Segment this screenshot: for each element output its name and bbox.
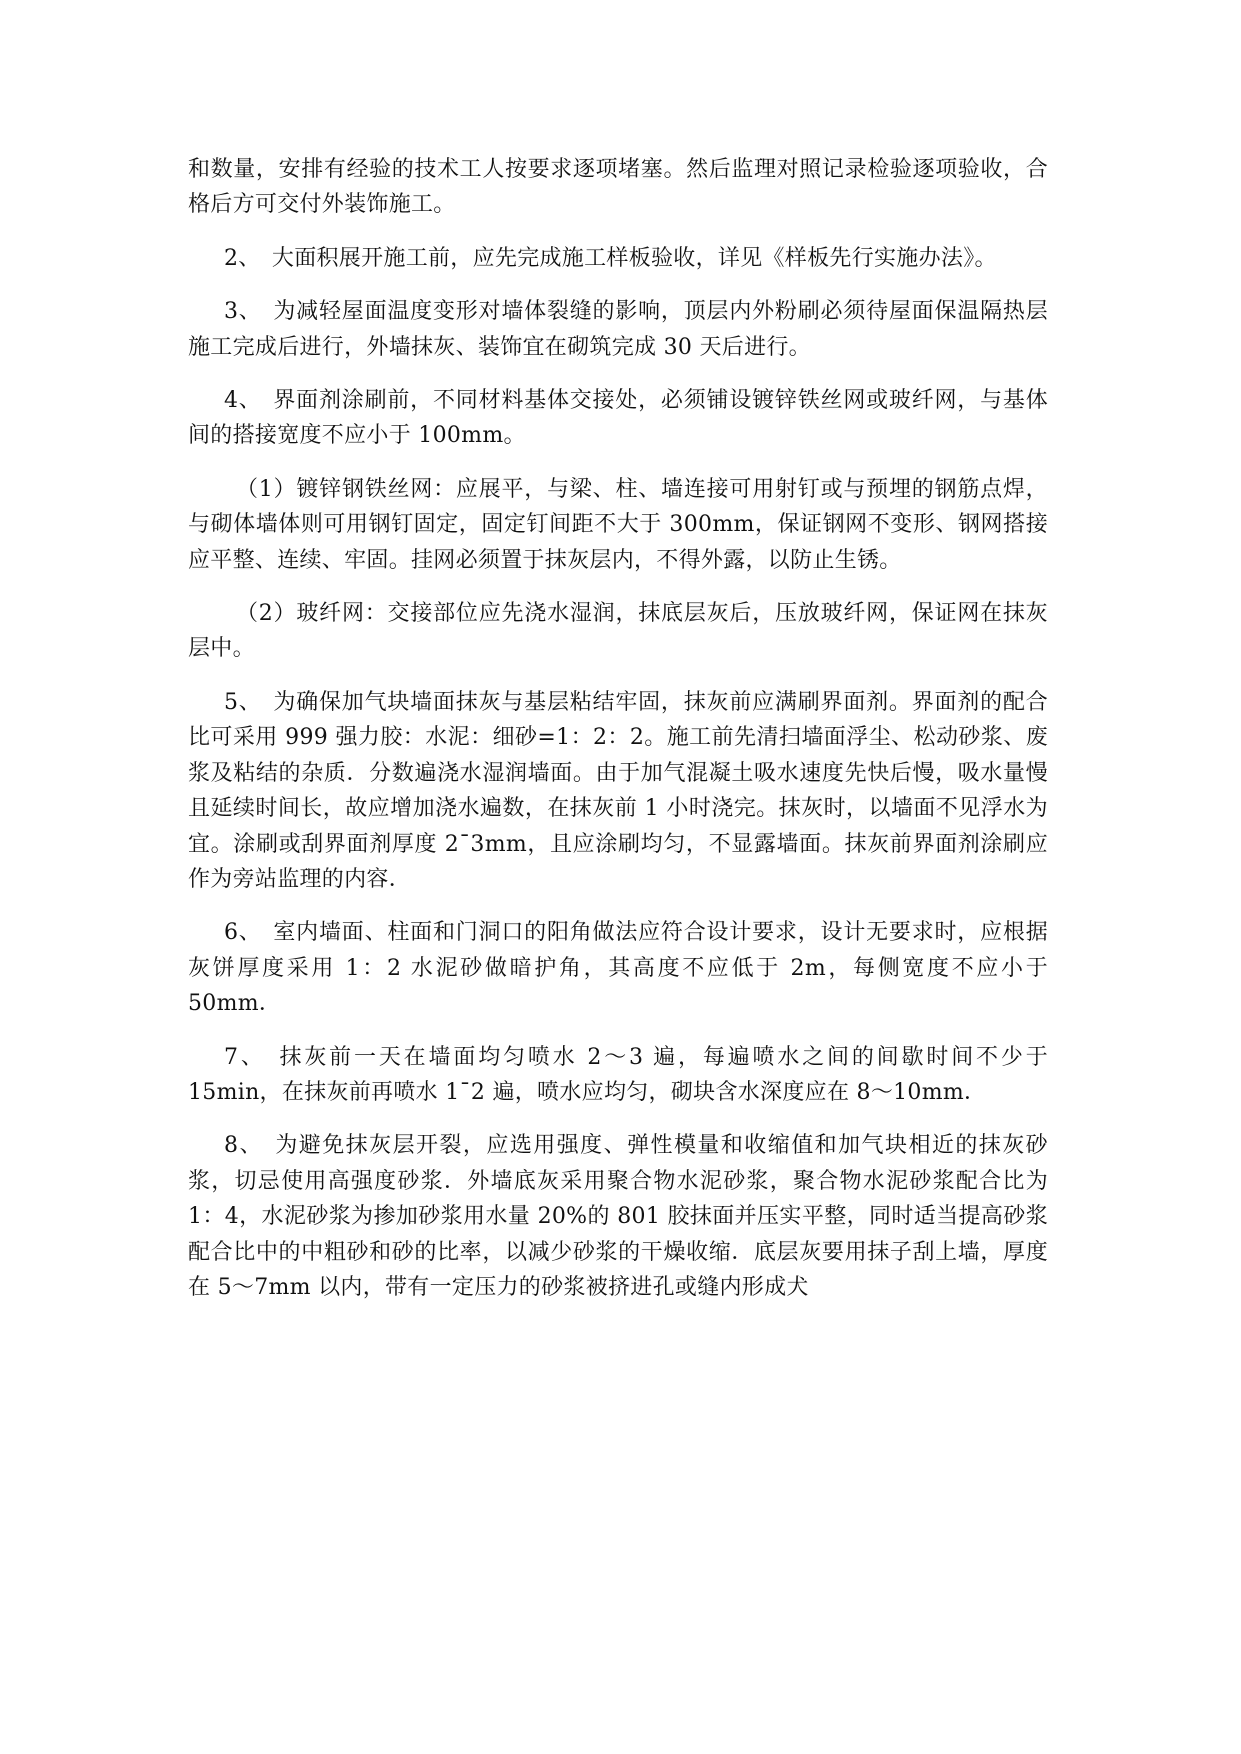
paragraph-item-7: 7、 抹灰前一天在墙面均匀喷水 2～3 遍，每遍喷水之间的间歇时间不少于 15min，在抹灰前再喷水 1¯2 遍，喷水应均匀，砌块含水深度应在 8～10mm． xyxy=(188,1044,1048,1105)
paragraph-item-5: 5、 为确保加气块墙面抹灰与基层粘结牢固，抹灰前应满刷界面剂。界面剂的配合比可采用 999 强力胶：水泥：细砂=1：2：2。施工前先清扫墙面浮尘、松动砂浆、废浆及粘结的杂质．分数遍浇水湿润墙面。由于加气混凝土吸水速度先快后慢，吸水量慢且延续时间长，故应增加浇水遍数，在抹灰前 1 小时浇完。抹灰时，以墙面不见浮水为宜。涂刷或刮界面剂厚度 2¯3mm，且应涂刷均匀，不显露墙面。抹灰前界面剂涂刷应作为旁站监理的内容． xyxy=(188,689,1048,892)
paragraph-subitem-1: （1）镀锌钢铁丝网：应展平，与梁、柱、墙连接可用射钉或与预埋的钢筋点焊，与砌体墙体则可用钢钉固定，固定钉间距不大于 300mm，保证钢网不变形、钢网搭接应平整、连续、牢固。挂网必须置于抹灰层内，不得外露，以防止生锈。 xyxy=(188,476,1048,573)
paragraph-item-6: 6、 室内墙面、柱面和门洞口的阳角做法应符合设计要求，设计无要求时，应根据灰饼厚度采用 1：2 水泥砂做暗护角，其高度不应低于 2m，每侧宽度不应小于 50mm． xyxy=(188,920,1048,1017)
paragraph-continuation: 和数量，安排有经验的技术工人按要求逐项堵塞。然后监理对照记录检验逐项验收，合格后方可交付外装饰施工。 xyxy=(188,157,1048,218)
paragraph-subitem-2: （2）玻纤网：交接部位应先浇水湿润，抹底层灰后，压放玻纤网，保证网在抹灰层中。 xyxy=(188,601,1048,662)
document-body xyxy=(188,152,1048,1323)
paragraph-item-3: 3、 为减轻屋面温度变形对墙体裂缝的影响，顶层内外粉刷必须待屋面保温隔热层施工完成后进行，外墙抹灰、装饰宜在砌筑完成 30 天后进行。 xyxy=(188,299,1048,360)
paragraph-item-2: 2、 大面积展开施工前，应先完成施工样板验收，详见《样板先行实施办法》。 xyxy=(224,245,997,271)
paragraph-item-8: 8、 为避免抹灰层开裂，应选用强度、弹性模量和收缩值和加气块相近的抹灰砂浆，切忌使用高强度砂浆．外墙底灰采用聚合物水泥砂浆，聚合物水泥砂浆配合比为 1：4，水泥砂浆为掺加砂浆用水量 20%的 801 胶抹面并压实平整，同时适当提高砂浆配合比中的中粗砂和砂的比率，以减少砂浆的干燥收缩．底层灰要用抹子刮上墙，厚度在 5～7mm 以内，带有一定压力的砂浆被挤进孔或缝内形成犬 xyxy=(188,1133,1048,1300)
paragraph-item-4: 4、 界面剂涂刷前，不同材料基体交接处，必须铺设镀锌铁丝网或玻纤网，与基体间的搭接宽度不应小于 100mm。 xyxy=(188,388,1048,449)
